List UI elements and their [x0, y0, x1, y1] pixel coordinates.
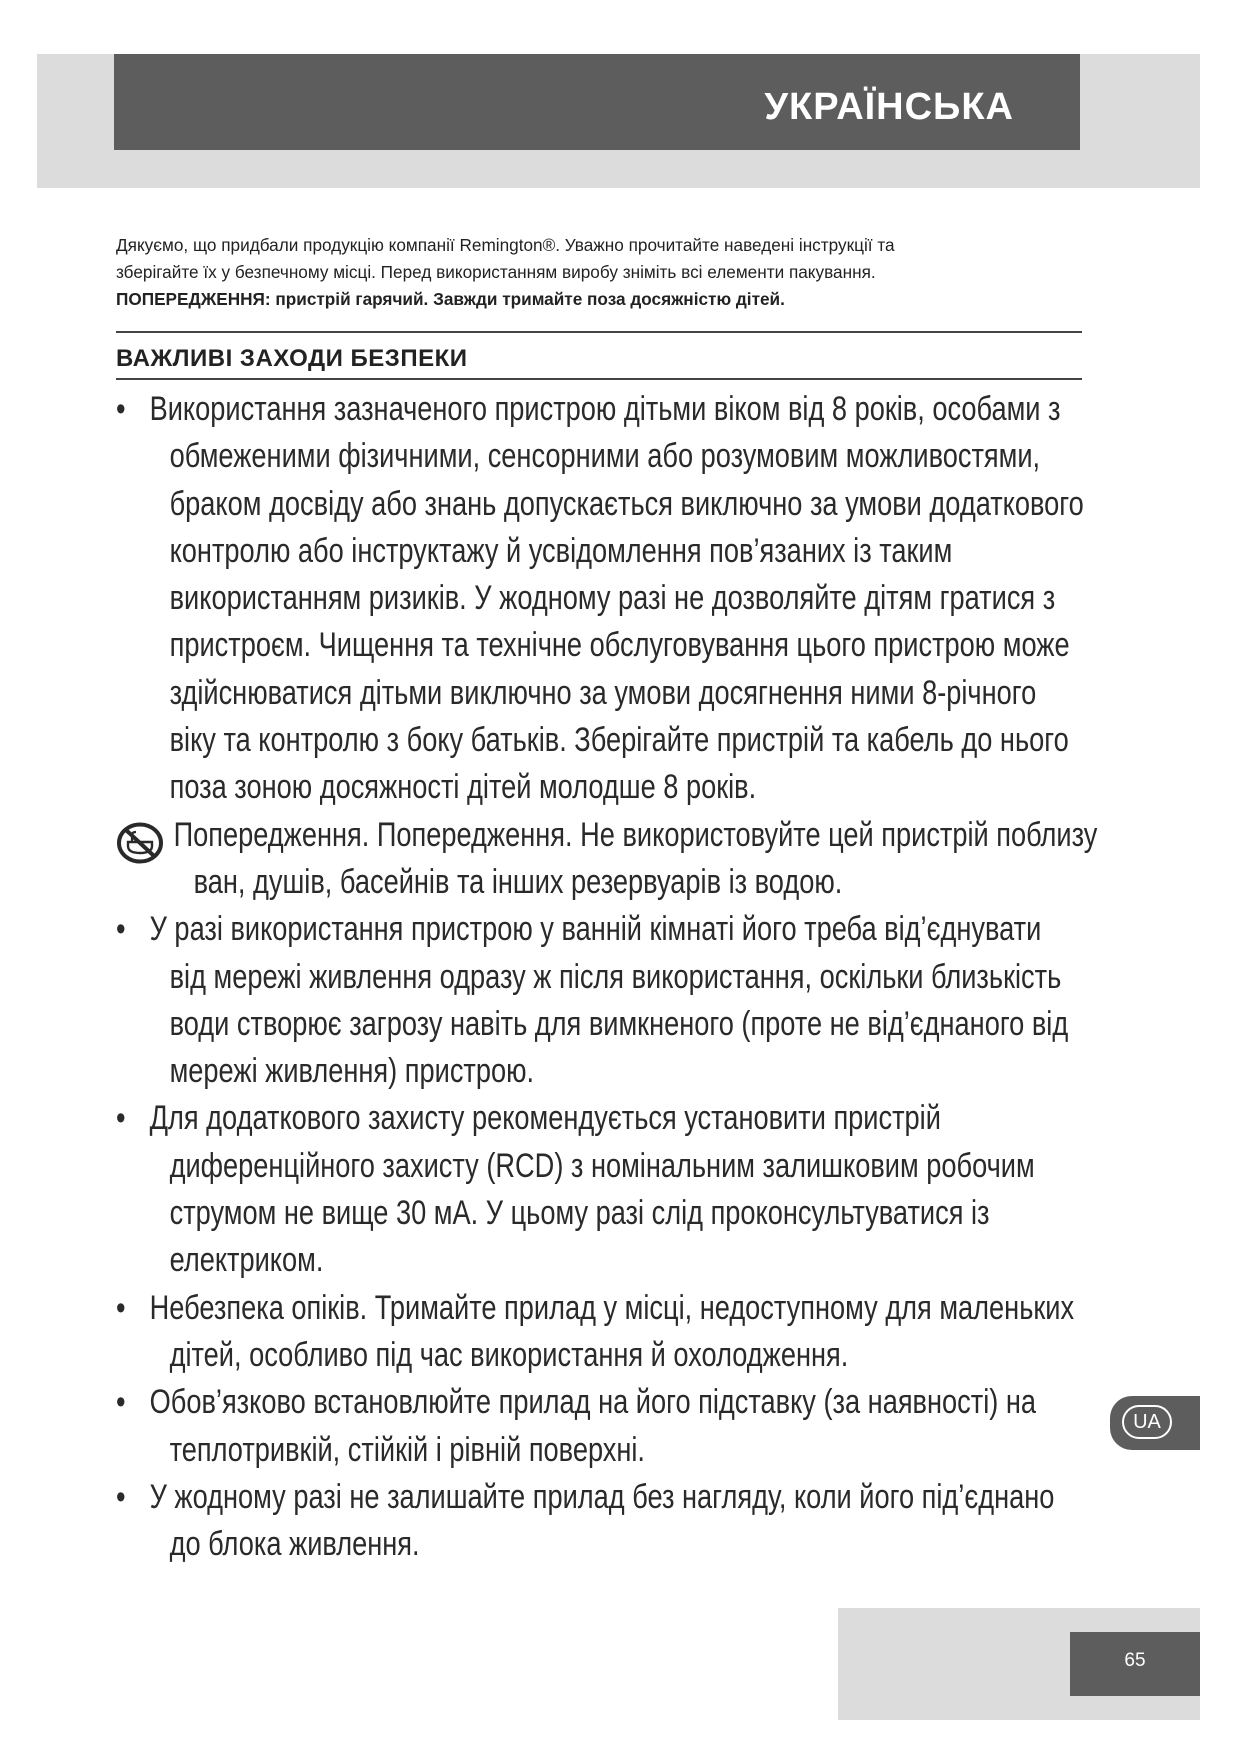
bullet-item	[116, 1095, 1035, 1284]
no-bath-icon	[116, 822, 164, 864]
page-number: 65	[1070, 1632, 1200, 1696]
text-line: пристроєм. Чищення та технічне обслуговування цього пристрою може	[169, 626, 1070, 665]
text-line: У жодному разі не залишайте прилад без нагляду, коли його під’єднано	[149, 1477, 1055, 1516]
language-badge: UA	[1122, 1405, 1172, 1439]
bullet-item	[116, 386, 1084, 812]
text-line: до блока живлення.	[169, 1525, 420, 1564]
bullet-icon: •	[116, 1099, 126, 1138]
text-line: обмеженими фізичними, сенсорними або розумовим можливостями,	[169, 437, 1041, 476]
section-heading: ВАЖЛИВІ ЗАХОДИ БЕЗПЕКИ	[116, 345, 468, 372]
text-line: теплотривкій, стійкій і рівній поверхні.	[169, 1430, 645, 1469]
text-line: струмом не вище 30 мА. У цьому разі слід проконсультуватися із	[169, 1194, 990, 1233]
language-tab	[1110, 1396, 1200, 1450]
safety-instructions	[116, 386, 1098, 1568]
text-line: Для додаткового захисту рекомендується установити пристрій	[149, 1099, 941, 1138]
bullet-icon: •	[116, 1288, 126, 1327]
text-line: Небезпека опіків. Тримайте прилад у місці, недоступному для маленьких	[149, 1288, 1075, 1327]
text-line: У разі використання пристрою у ванній кімнаті його треба від’єднувати	[149, 910, 1042, 949]
text-line: здійснюватися дітьми виключно за умови досягнення ними 8-річного	[169, 673, 1037, 712]
text-line: поза зоною досяжності дітей молодше 8 років.	[169, 768, 757, 807]
text-line: ван, душів, басейнів та інших резервуарів із водою.	[193, 862, 843, 901]
hot-warning: ПОПЕРЕДЖЕННЯ: пристрій гарячий. Завжди тримайте поза досяжністю дітей.	[116, 289, 785, 309]
bullet-icon: •	[116, 1477, 126, 1516]
text-line: від мережі живлення одразу ж після використання, оскільки близькість	[169, 957, 1062, 996]
text-line: віку та контролю з боку батьків. Зберігайте пристрій та кабель до нього	[169, 721, 1069, 760]
bullet-icon: •	[116, 910, 126, 949]
text-line: води створює загрозу навіть для вимкненого (проте не від’єднаного від	[169, 1004, 1069, 1043]
bullet-icon: •	[116, 1383, 126, 1422]
text-line: використанням ризиків. У жодному разі не дозволяйте дітям гратися з	[169, 579, 1056, 618]
bullet-item	[116, 1285, 1075, 1380]
text-line: Попередження. Попередження. Не використовуйте цей пристрій поблизу	[173, 815, 1098, 854]
language-title-bar	[114, 54, 1080, 150]
text-line: контролю або інструктажу й усвідомлення пов’язаних із таким	[169, 531, 953, 570]
text-line: браком досвіду або знань допускається виключно за умови додаткового	[169, 484, 1084, 523]
warning-item	[116, 812, 1098, 907]
bullet-item	[116, 1379, 1037, 1474]
text-line: мережі живлення) пристрою.	[169, 1052, 535, 1091]
text-line: Використання зазначеного пристрою дітьми віком від 8 років, особами з	[149, 390, 1061, 428]
divider	[116, 331, 1082, 333]
bullet-item	[116, 906, 1069, 1095]
page-title: УКРАЇНСЬКА	[764, 85, 1014, 128]
text-line: диференційного захисту (RCD) з номінальним залишковим робочим	[169, 1146, 1035, 1185]
intro-line: Дякуємо, що придбали продукцію компанії Remington®. Уважно прочитайте наведені інструкції та	[116, 235, 895, 255]
text-line: Обов’язково встановлюйте прилад на його підставку (за наявності) на	[149, 1383, 1037, 1422]
bullet-icon: •	[116, 390, 126, 428]
text-line: електриком.	[169, 1241, 324, 1280]
bullet-item	[116, 1474, 1055, 1569]
intro-line: зберігайте їх у безпечному місці. Перед використанням виробу зніміть всі елементи пакування.	[116, 262, 876, 282]
intro-text	[116, 232, 1076, 313]
divider	[116, 378, 1082, 380]
text-line: дітей, особливо під час використання й охолодження.	[169, 1335, 849, 1374]
